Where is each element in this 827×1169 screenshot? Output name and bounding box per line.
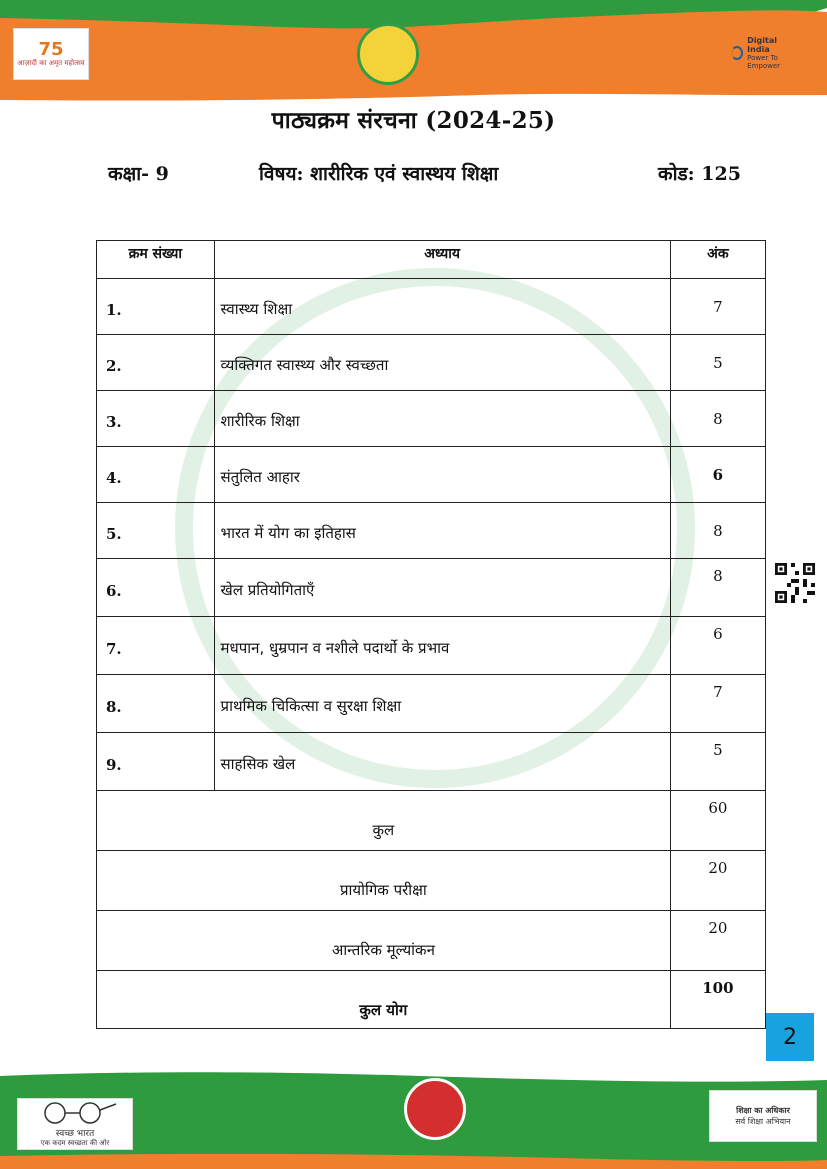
qr-code-icon[interactable] — [775, 563, 815, 603]
row-chapter: साहसिक खेल — [214, 733, 670, 791]
table-row — [97, 279, 766, 335]
row-number: 6. — [97, 559, 215, 617]
code-label: कोड: 125 — [658, 163, 741, 185]
grand-total-label: कुल योग — [97, 971, 671, 1029]
row-number: 1. — [97, 279, 215, 335]
page-number-badge: 2 — [766, 1013, 814, 1061]
row-number: 3. — [97, 391, 215, 447]
grand-total-row — [97, 971, 766, 1029]
row-marks: 8 — [670, 503, 765, 559]
syllabus-table — [96, 240, 766, 1029]
table-row — [97, 391, 766, 447]
azadi-amrit-mahotsav-logo: 75 आज़ादी का अमृत महोत्सव — [13, 28, 89, 80]
row-number: 7. — [97, 617, 215, 675]
header-chapter: अध्याय — [214, 241, 670, 279]
grand-total-marks: 100 — [670, 971, 765, 1029]
row-marks: 8 — [670, 391, 765, 447]
table-row — [97, 617, 766, 675]
education-board-emblem — [357, 23, 419, 85]
swachh-bharat-logo: स्वच्छ भारत एक कदम स्वच्छता की ओर — [17, 1098, 133, 1150]
right-to-education-logo: शिक्षा का अधिकार सर्व शिक्षा अभियान — [709, 1090, 817, 1142]
table-row — [97, 447, 766, 503]
practical-marks: 20 — [670, 851, 765, 911]
row-chapter: मधपान, धुम्रपान व नशीले पदार्थो के प्रभाव — [214, 617, 670, 675]
row-marks: 8 — [670, 559, 765, 617]
total-label: कुल — [97, 791, 671, 851]
row-chapter: व्यक्तिगत स्वास्थ्य और स्वच्छता — [214, 335, 670, 391]
row-marks: 5 — [670, 733, 765, 791]
table-row — [97, 675, 766, 733]
table-row — [97, 503, 766, 559]
beti-bachao-logo — [404, 1078, 466, 1140]
total-marks: 60 — [670, 791, 765, 851]
row-chapter: स्वास्थ्य शिक्षा — [214, 279, 670, 335]
row-number: 4. — [97, 447, 215, 503]
table-row — [97, 559, 766, 617]
spectacles-icon — [30, 1100, 120, 1126]
row-chapter: संतुलित आहार — [214, 447, 670, 503]
total-row — [97, 791, 766, 851]
subject-label: विषय: शारीरिक एवं स्वास्थय शिक्षा — [259, 163, 499, 185]
row-number: 8. — [97, 675, 215, 733]
row-marks: 6 — [670, 617, 765, 675]
internal-label: आन्तरिक मूल्यांकन — [97, 911, 671, 971]
table-row — [97, 733, 766, 791]
digital-india-logo: Digital India Power To Empower — [731, 38, 801, 68]
table-row — [97, 335, 766, 391]
row-number: 9. — [97, 733, 215, 791]
row-chapter: शारीरिक शिक्षा — [214, 391, 670, 447]
row-number: 5. — [97, 503, 215, 559]
row-marks: 5 — [670, 335, 765, 391]
row-chapter: भारत में योग का इतिहास — [214, 503, 670, 559]
row-marks: 7 — [670, 279, 765, 335]
row-marks: 6 — [670, 447, 765, 503]
header-marks: अंक — [670, 241, 765, 279]
page-title: पाठ्यक्रम संरचना (2024-25) — [271, 107, 556, 134]
row-marks: 7 — [670, 675, 765, 733]
internal-marks: 20 — [670, 911, 765, 971]
row-chapter: खेल प्रतियोगिताएँ — [214, 559, 670, 617]
digital-india-icon — [731, 46, 743, 60]
table-header-row — [97, 241, 766, 279]
row-chapter: प्राथमिक चिकित्सा व सुरक्षा शिक्षा — [214, 675, 670, 733]
header-serial: क्रम संख्या — [97, 241, 215, 279]
class-label: कक्षा- 9 — [108, 163, 169, 185]
internal-row — [97, 911, 766, 971]
row-number: 2. — [97, 335, 215, 391]
practical-row — [97, 851, 766, 911]
practical-label: प्रायोगिक परीक्षा — [97, 851, 671, 911]
